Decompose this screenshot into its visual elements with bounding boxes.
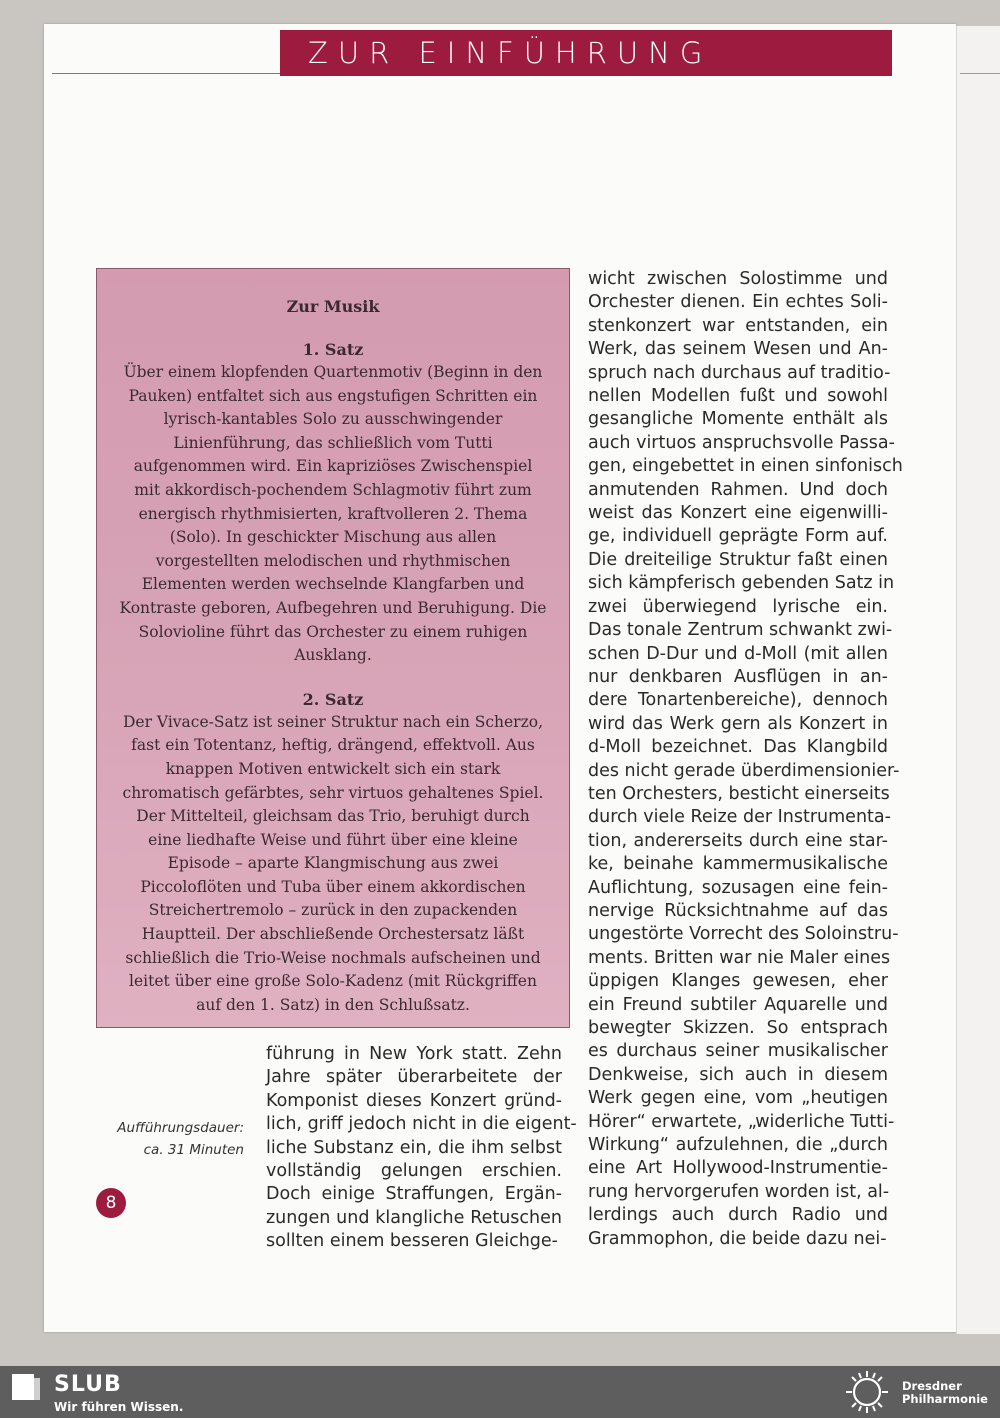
text-line: lich, griff jedoch nicht in die eigent- bbox=[266, 1114, 577, 1135]
text-line: weist das Konzert eine eigenwilli- bbox=[588, 503, 888, 524]
section-header bbox=[280, 30, 892, 76]
duration-label: Aufführungsdauer: bbox=[117, 1120, 244, 1136]
text-line: nervige Rücksichtnahme auf das bbox=[588, 900, 888, 921]
text-line: Jahre später überarbeitete der bbox=[266, 1067, 562, 1088]
text-line: führung in New York statt. Zehn bbox=[266, 1044, 562, 1064]
philharmonie-name bbox=[902, 1380, 988, 1406]
text-line: es durchaus seiner musikalischer bbox=[588, 1041, 888, 1062]
text-line: Doch einige Straffungen, Ergän- bbox=[266, 1184, 562, 1205]
text-line: Komponist dieses Konzert gründ- bbox=[266, 1090, 562, 1111]
philharmonie-logo-icon bbox=[842, 1369, 892, 1415]
philharmonie-line1: Dresdner bbox=[902, 1379, 962, 1393]
text-line: Wirkung“ aufzulehnen, die „durch bbox=[588, 1135, 888, 1156]
text-line: stenkonzert war entstanden, ein bbox=[588, 315, 888, 336]
text-line: zungen und klangliche Retuschen bbox=[266, 1207, 562, 1228]
performance-duration bbox=[104, 1117, 244, 1161]
satz2-title: 2. Satz bbox=[302, 689, 364, 709]
text-line: liche Substanz ein, die ihm selbst bbox=[266, 1137, 562, 1158]
text-line: anmutenden Rahmen. Und doch bbox=[588, 479, 888, 500]
text-line: ke, beinahe kammermusikalische bbox=[588, 854, 888, 875]
text-line: Denkweise, sich auch in diesem bbox=[588, 1064, 888, 1085]
text-line: d-Moll bezeichnet. Das Klangbild bbox=[588, 737, 888, 758]
text-line: Auflichtung, sozusagen eine fein- bbox=[588, 877, 888, 898]
text-line: ein Freund subtiler Aquarelle und bbox=[588, 994, 888, 1015]
text-line: gesangliche Momente enthält als bbox=[588, 409, 888, 430]
next-page-edge bbox=[956, 26, 1000, 1334]
text-line: Die dreiteilige Struktur faßt einen bbox=[588, 549, 888, 570]
slub-tagline: Wir führen Wissen. bbox=[54, 1400, 184, 1414]
text-line: sollten einem besseren Gleichge- bbox=[266, 1231, 558, 1252]
text-line: Grammophon, die beide dazu nei- bbox=[588, 1228, 887, 1249]
text-line: Hörer“ erwartete, „widerliche Tutti- bbox=[588, 1111, 895, 1132]
page-number: 8 bbox=[96, 1188, 126, 1218]
text-line: Werk, das seinem Wesen und An- bbox=[588, 339, 888, 360]
section-title: ZUR EINFÜHRUNG bbox=[308, 36, 713, 70]
text-line: nellen Modellen fußt und sowohl bbox=[588, 386, 888, 407]
footer-bar bbox=[0, 1366, 1000, 1418]
header-rule bbox=[52, 73, 280, 74]
text-line: bewegter Skizzen. So entsprach bbox=[588, 1018, 888, 1038]
text-line: ments. Britten war nie Maler eines bbox=[588, 947, 891, 968]
text-column-right bbox=[588, 268, 903, 1251]
text-line: wird das Werk gern als Konzert in bbox=[588, 713, 888, 734]
text-line: auch virtuos anspruchsvolle Passa- bbox=[588, 432, 895, 453]
text-line: sich kämpferisch gebenden Satz in bbox=[588, 573, 895, 594]
text-line: spruch nach durchaus auf traditio- bbox=[588, 362, 891, 383]
text-line: wicht zwischen Solostimme und bbox=[588, 269, 888, 289]
text-line: durch viele Reize der Instrumenta- bbox=[588, 807, 891, 828]
text-line: zwei überwiegend lyrische ein. bbox=[588, 596, 888, 617]
text-line: ge, individuell geprägte Form auf. bbox=[588, 526, 888, 547]
slub-name: SLUB bbox=[54, 1372, 122, 1397]
satz2-text: Der Vivace-Satz ist seiner Struktur nach ein Scherzo, fast ein Totentanz, heftig, drängend, effektvoll. Aus knappen Motiven entwickelt sich ein stark chromatisch gefärbtes, sehr virtuos gehaltenes Spiel. Der Mittelteil, gleichsam das Trio, beruhigt durch eine liedhafte Weise und führt über eine kleine Episode – aparte Klangmischung aus zwei Piccoloflöten und Tuba über einem akkordischen Streichertremolo – zurück in den zupackenden Hauptteil. Der abschließende Orchestersatz läßt schließlich die Trio-Weise nochmals aufscheinen und leitet über eine große Solo-Kadenz (mit Rückgriffen auf den 1. Satz) in den Schlußsatz. bbox=[122, 712, 544, 1014]
satz1-title: 1. Satz bbox=[302, 340, 364, 359]
text-line: vollständig gelungen erschien. bbox=[266, 1161, 562, 1182]
text-column-middle bbox=[266, 1043, 577, 1254]
text-line: dere Tonartenbereiche), dennoch bbox=[588, 690, 888, 711]
slub-logo-icon bbox=[12, 1374, 40, 1400]
text-line: ungestörte Vorrecht des Soloinstru- bbox=[588, 924, 899, 945]
text-line: schen D-Dur und d-Moll (mit allen bbox=[588, 643, 888, 664]
text-line: Das tonale Zentrum schwankt zwi- bbox=[588, 620, 893, 641]
text-line: ten Orchesters, besticht einerseits bbox=[588, 783, 890, 804]
philharmonie-line2: Philharmonie bbox=[902, 1392, 988, 1406]
text-line: Orchester dienen. Ein echtes Soli- bbox=[588, 292, 888, 313]
duration-value: ca. 31 Minuten bbox=[143, 1142, 244, 1158]
text-line: gen, eingebettet in einen sinfonisch bbox=[588, 456, 903, 477]
text-line: tion, andererseits durch eine star- bbox=[588, 830, 888, 851]
zur-musik-box bbox=[96, 268, 570, 1028]
text-line: üppigen Klanges gewesen, eher bbox=[588, 971, 888, 992]
box-title: Zur Musik bbox=[286, 297, 380, 316]
text-line: lerdings auch durch Radio und bbox=[588, 1205, 888, 1226]
text-line: nur denkbaren Ausflügen in an- bbox=[588, 666, 888, 687]
text-line: Werk gegen eine, vom „heutigen bbox=[588, 1088, 888, 1109]
text-line: rung hervorgerufen worden ist, al- bbox=[588, 1181, 890, 1202]
satz1-text: Über einem klopfenden Quartenmotiv (Beginn in den Pauken) entfaltet sich aus engstufigen Schritten ein lyrisch-kantables Solo zu ausschwingender Linienführung, das schließlich vom Tutti aufgenommen wird. Ein kapriziöses Zwischenspiel mit akkordisch-pochendem Schlagmotiv führt zum energisch rhythmisierten, kraftvolleren 2. Thema (Solo). In geschickter Mischung aus allen vorgestellten melodischen und rhythmischen Elementen werden wechselnde Klangfarben und Kontraste geboren, Aufbegehren und Beruhigung. Die Solovioline führt das Orchester zu einem ruhigen Ausklang. bbox=[119, 363, 547, 665]
text-line: des nicht gerade überdimensionier- bbox=[588, 760, 900, 781]
text-line: eine Art Hollywood-Instrumentie- bbox=[588, 1158, 888, 1179]
next-page-rule bbox=[960, 73, 1000, 74]
